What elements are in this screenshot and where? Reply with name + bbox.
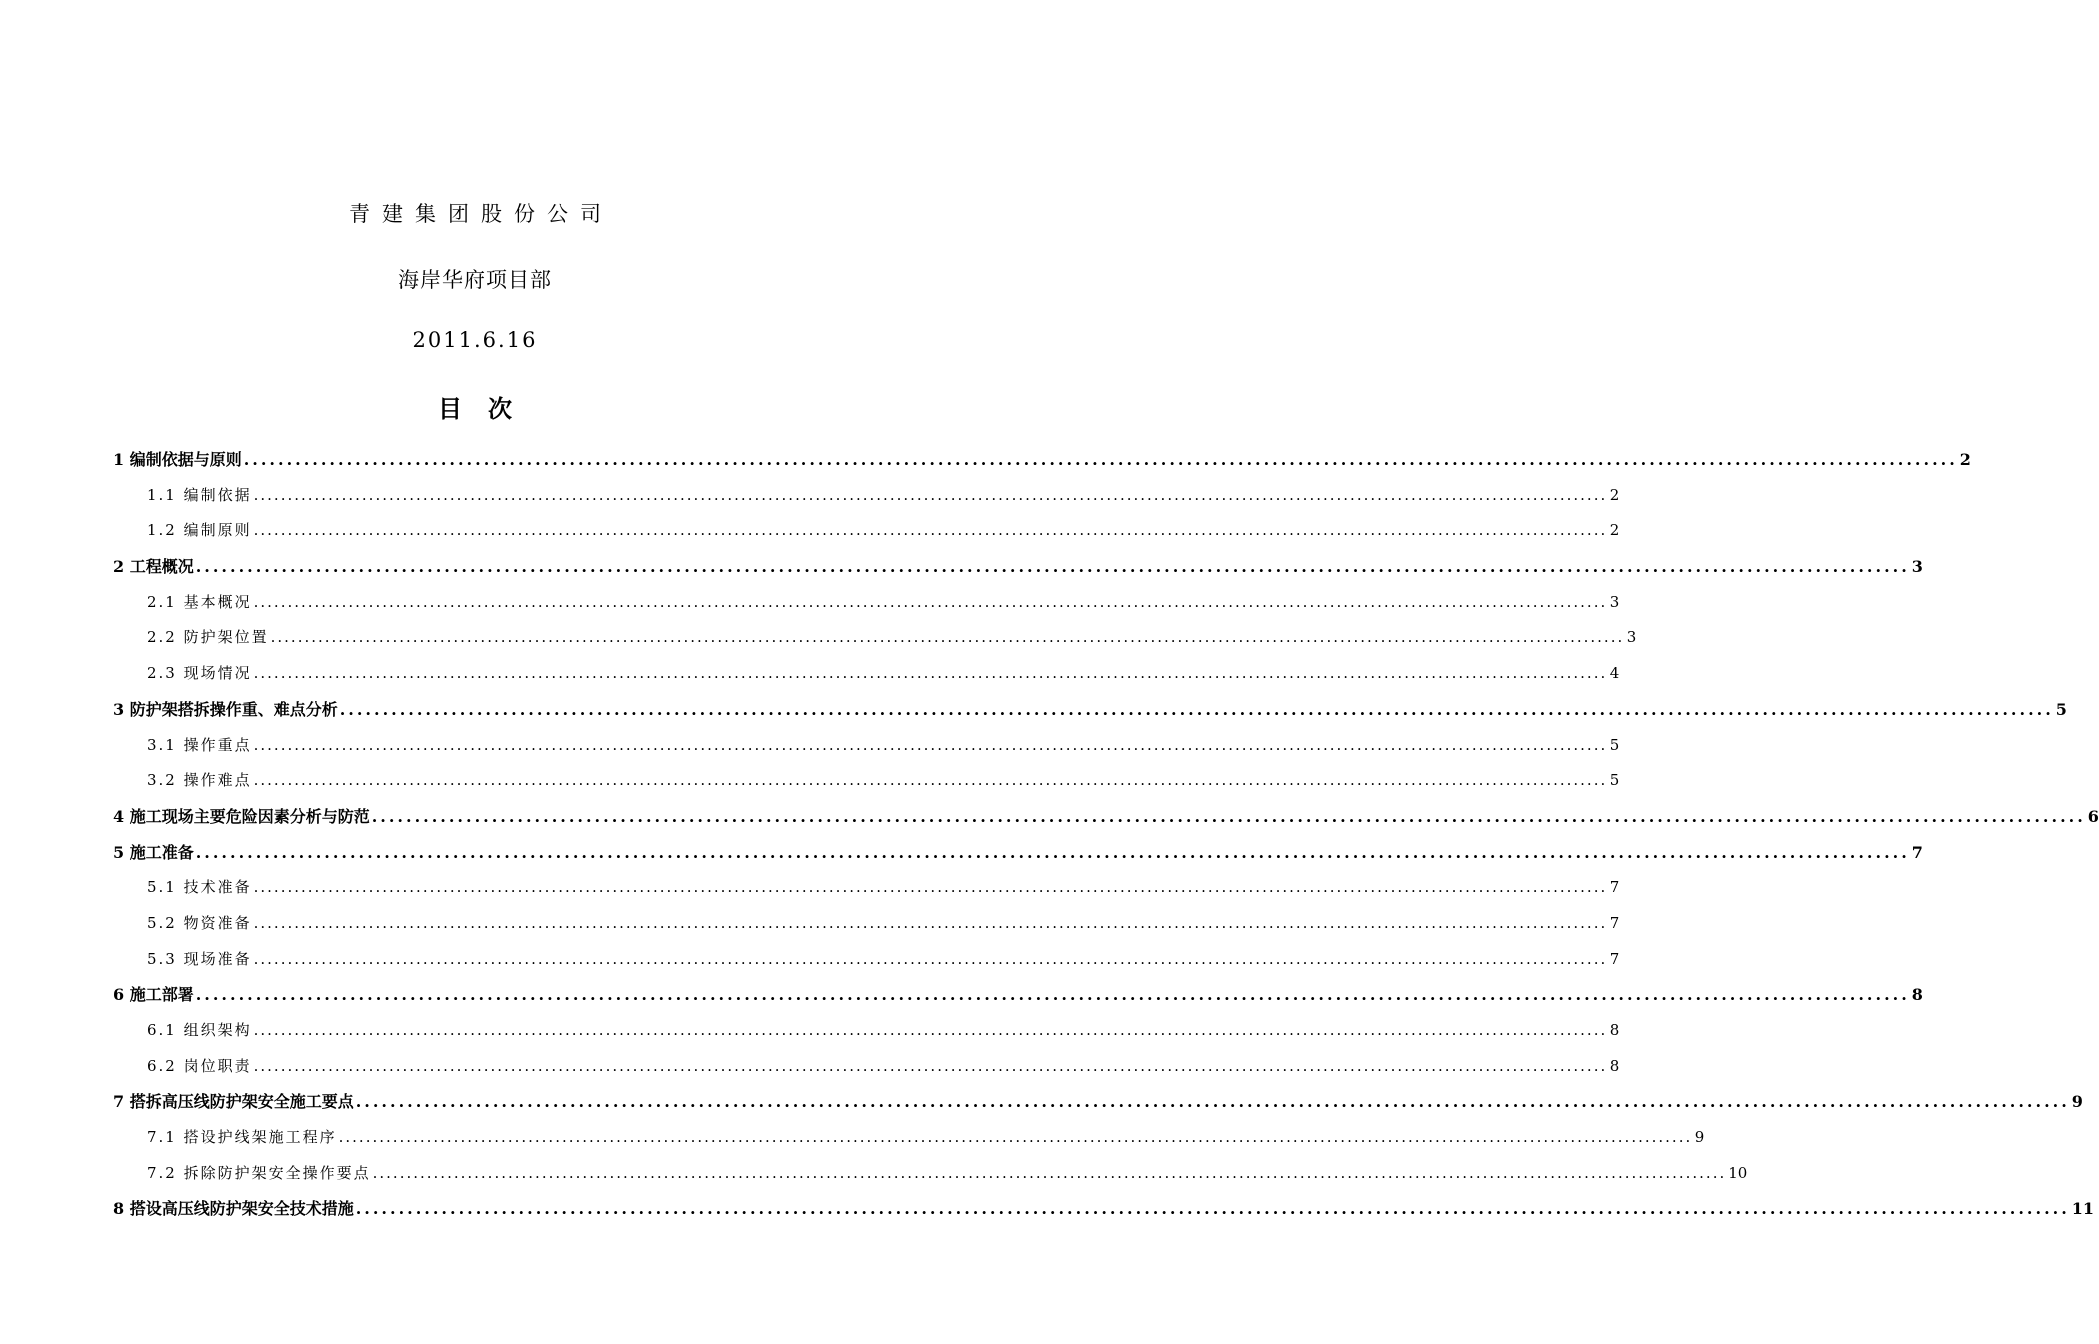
toc-entry[interactable] [113,799,2099,835]
toc-entry-label: 3 防护架搭拆操作重、难点分析 [113,699,338,719]
toc-entry-label: 3.1 操作重点 [147,735,252,754]
toc-leader-dots: ........................................................................................................................................................................................................ [253,735,1608,754]
toc-entry-label: 2 工程概况 [113,557,194,577]
toc-page-number: 9 [1694,1128,1705,1147]
toc-page-number: 3 [1626,628,1637,647]
toc-entry-label: 2.2 防护架位置 [147,628,269,647]
toc-page-number: 10 [1728,1163,1748,1182]
toc-page-number: 2 [1609,485,1620,504]
toc-entry[interactable] [113,1084,2083,1120]
document-date: 2011.6.16 [412,328,538,352]
toc-page-number: 5 [1609,771,1620,790]
toc-entry-label: 5.2 物资准备 [147,913,252,932]
toc-title: 目次 [438,394,538,423]
toc-entry[interactable] [113,1156,1748,1192]
toc-page-number: 2 [1959,450,1971,469]
toc-page-number: 3 [1609,592,1620,611]
toc-leader-dots: ........................................................................................................................................................................................................ [253,485,1608,504]
toc-entry[interactable] [113,620,1637,656]
toc-page-number: 8 [1911,985,1923,1005]
toc-entry[interactable] [113,692,2067,728]
toc-leader-dots: ........................................................................................................................................................................................................ [253,1056,1608,1075]
toc-entry[interactable] [113,835,1923,871]
toc-page-number: 9 [2071,1092,2083,1112]
toc-leader-dots: ........................................................................................................................................................................................................ [371,806,2086,826]
toc-leader-dots: ........................................................................................................................................................................................................ [195,842,1910,862]
toc-leader-dots: ........................................................................................................................................................................................................ [372,1163,1727,1182]
toc-page-number: 5 [1609,735,1620,754]
toc-entry-label: 2.1 基本概况 [147,592,252,611]
toc-page-number: 2 [1609,521,1620,540]
toc-leader-dots: ........................................................................................................................................................................................................ [355,1092,2070,1112]
toc-entry[interactable] [113,1049,1620,1085]
toc-entry-label: 4 施工现场主要危险因素分析与防范 [113,806,370,826]
toc-leader-dots: ........................................................................................................................................................................................................ [253,913,1608,932]
toc-entry-label: 8 搭设高压线防护架安全技术措施 [113,1199,354,1219]
company-name: 青建集团股份公司 [349,202,613,226]
toc-leader-dots: ........................................................................................................................................................................................................ [253,878,1608,897]
toc-leader-dots: ........................................................................................................................................................................................................ [195,557,1910,577]
toc-entry-label: 6.2 岗位职责 [147,1056,252,1075]
toc-entry-label: 7.1 搭设护线架施工程序 [147,1128,337,1147]
toc-page-number: 4 [1609,664,1620,683]
toc-entry-label: 2.3 现场情况 [147,664,252,683]
toc-entry[interactable] [113,656,1620,692]
toc-entry-label: 5.1 技术准备 [147,878,252,897]
toc-leader-dots: ........................................................................................................................................................................................................ [338,1128,1693,1147]
toc-page-number: 8 [1609,1021,1620,1039]
toc-entry[interactable] [113,728,1620,764]
toc-page-number: 3 [1911,557,1923,577]
toc-entry[interactable] [113,1120,1705,1156]
toc-entry-label: 6 施工部署 [113,985,194,1005]
toc-entry[interactable] [113,478,1620,514]
toc-leader-dots: ........................................................................................................................................................................................................ [195,985,1910,1005]
toc-entry[interactable] [113,942,1620,978]
toc-leader-dots: ........................................................................................................................................................................................................ [253,771,1608,790]
toc-entry-label: 7 搭拆高压线防护架安全施工要点 [113,1092,354,1112]
toc-leader-dots: ........................................................................................................................................................................................................ [253,521,1608,540]
toc-page-number: 8 [1609,1056,1620,1075]
toc-entry[interactable] [113,1191,2095,1227]
toc-leader-dots: ........................................................................................................................................................................................................ [243,450,1958,469]
project-department: 海岸华府项目部 [398,268,552,292]
toc-entry-label: 1.1 编制依据 [147,485,252,504]
toc-leader-dots: ........................................................................................................................................................................................................ [339,699,2054,719]
toc-page-number: 7 [1609,878,1620,897]
toc-entry-label: 5 施工准备 [113,842,194,862]
toc-page-number: 6 [2087,806,2099,826]
toc-entry-label: 6.1 组织架构 [147,1021,252,1039]
toc-entry-label: 1.2 编制原则 [147,521,252,540]
toc-leader-dots: ........................................................................................................................................................................................................ [253,664,1608,683]
toc-entry-label: 5.3 现场准备 [147,949,252,968]
toc-entry[interactable] [113,1013,1620,1049]
toc-page-number: 5 [2055,699,2067,719]
toc-entry[interactable] [113,513,1620,549]
toc-entry[interactable] [113,585,1620,621]
toc-entry-label: 7.2 拆除防护架安全操作要点 [147,1163,371,1182]
toc-page-number: 11 [2071,1199,2095,1219]
toc-entry-label: 3.2 操作难点 [147,771,252,790]
toc-entry[interactable] [113,763,1620,799]
toc-page-number: 7 [1609,949,1620,968]
table-of-contents [113,442,2099,1227]
toc-entry[interactable] [113,549,1923,585]
toc-entry[interactable] [113,870,1620,906]
toc-page-number: 7 [1609,913,1620,932]
toc-leader-dots: ........................................................................................................................................................................................................ [253,949,1608,968]
toc-entry-label: 1 编制依据与原则 [113,450,242,469]
toc-leader-dots: ........................................................................................................................................................................................................ [270,628,1625,647]
toc-page-number: 7 [1911,842,1923,862]
toc-entry[interactable] [113,442,1971,478]
toc-leader-dots: ........................................................................................................................................................................................................ [355,1199,2070,1219]
toc-entry[interactable] [113,977,1923,1013]
toc-leader-dots: ........................................................................................................................................................................................................ [253,592,1608,611]
toc-entry[interactable] [113,906,1620,942]
toc-leader-dots: ........................................................................................................................................................................................................ [253,1021,1608,1039]
